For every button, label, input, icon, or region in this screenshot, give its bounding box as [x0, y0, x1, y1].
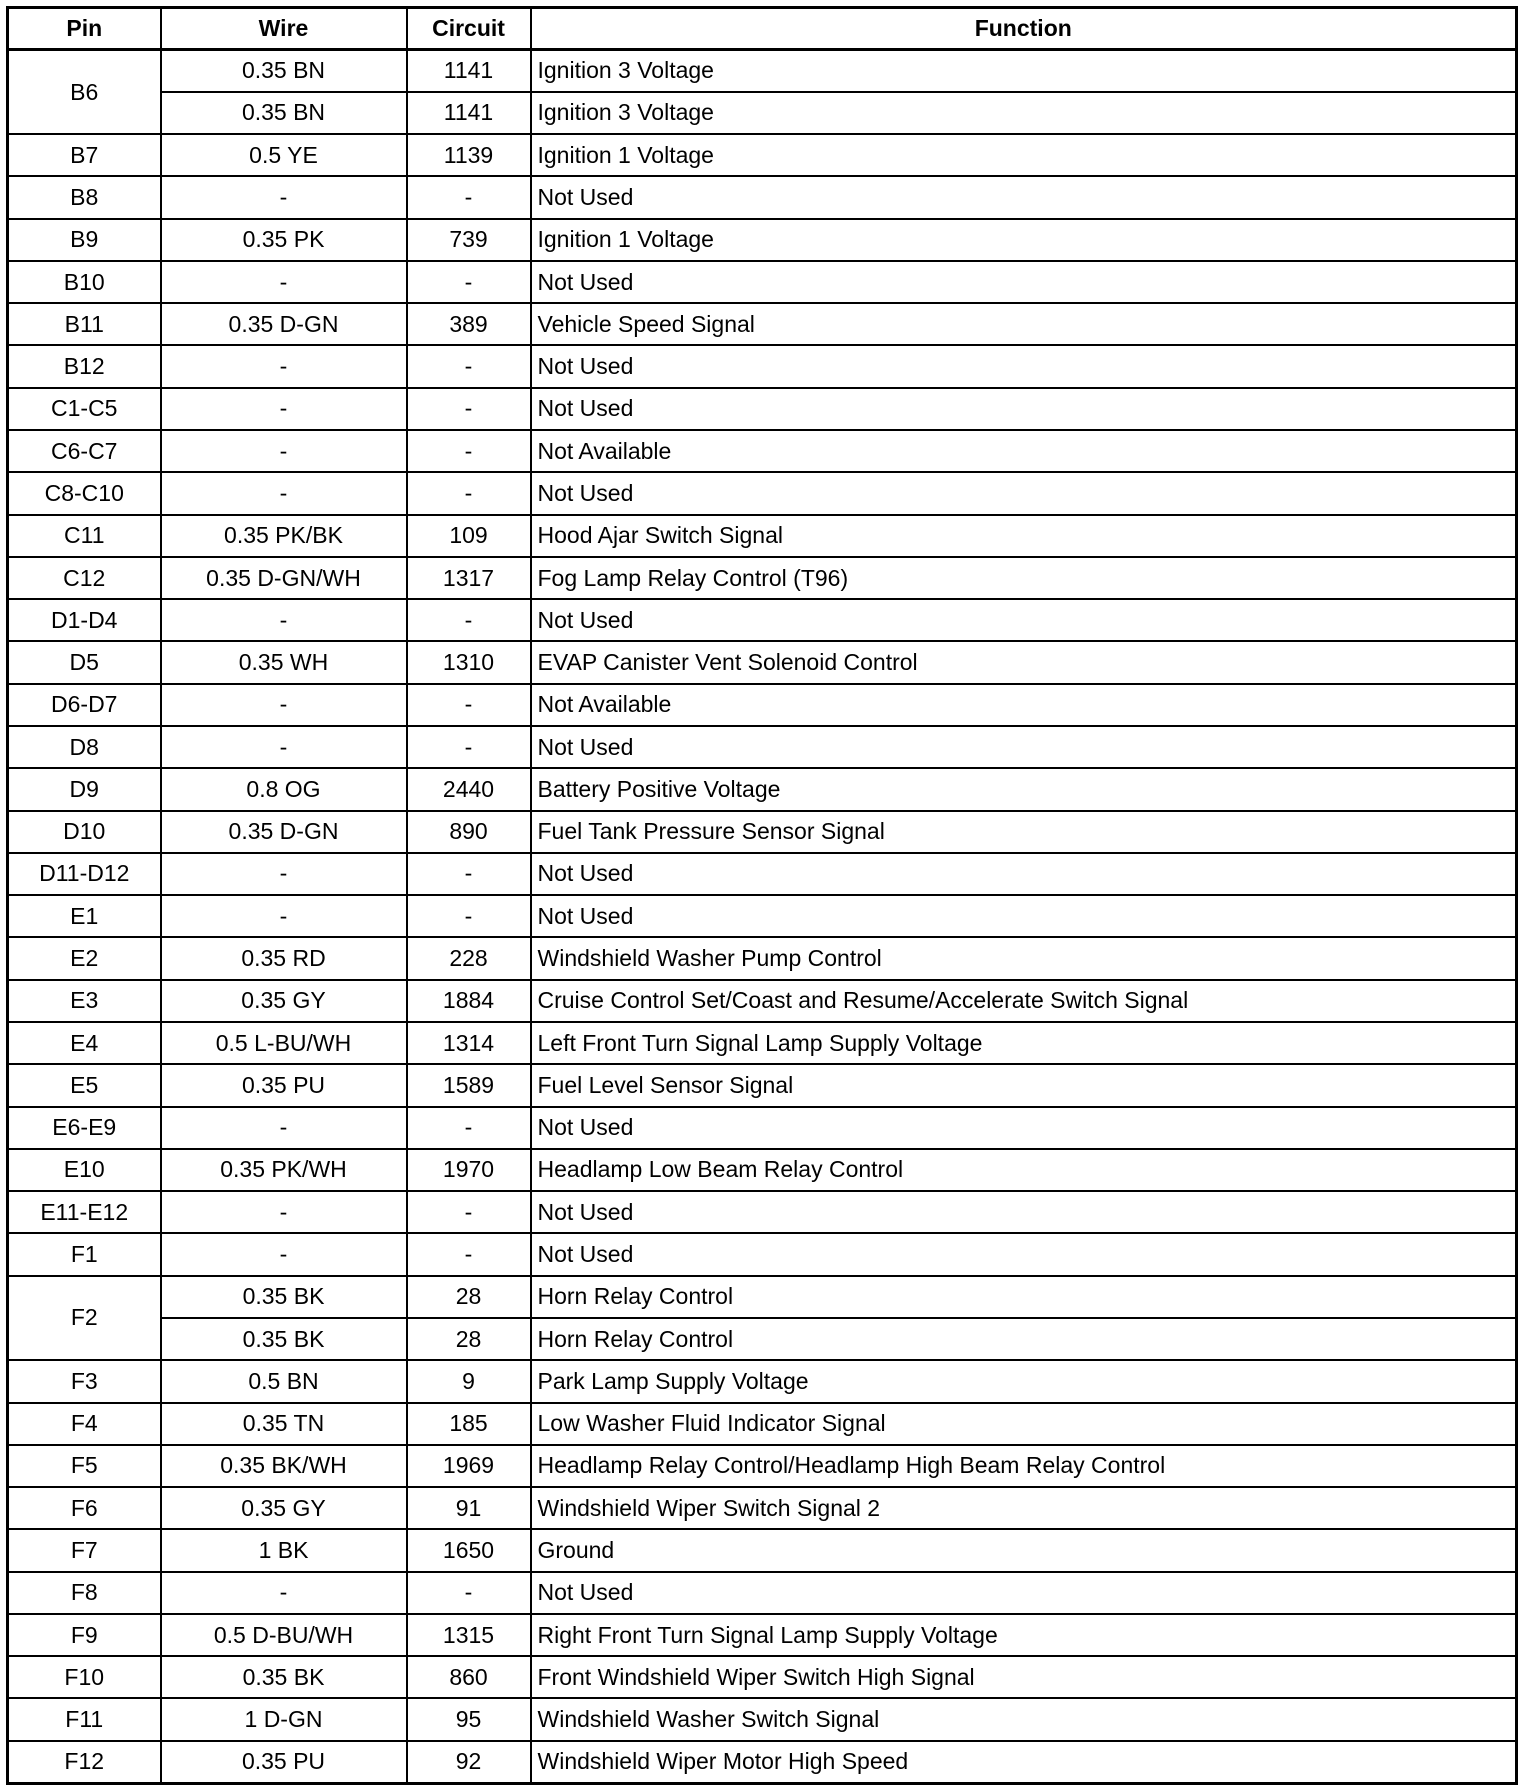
function-cell: Not Used [531, 1233, 1517, 1275]
circuit-cell: 228 [407, 937, 531, 979]
circuit-cell: 92 [407, 1741, 531, 1784]
wire-cell: - [161, 1107, 407, 1149]
pin-cell: B10 [8, 261, 161, 303]
function-cell: Right Front Turn Signal Lamp Supply Voltage [531, 1614, 1517, 1656]
pin-cell: E6-E9 [8, 1107, 161, 1149]
wire-cell: 0.35 D-GN [161, 303, 407, 345]
function-cell: Horn Relay Control [531, 1276, 1517, 1318]
function-cell: Fog Lamp Relay Control (T96) [531, 557, 1517, 599]
circuit-cell: 739 [407, 219, 531, 261]
wire-cell: 0.35 BN [161, 50, 407, 92]
pin-cell: F6 [8, 1487, 161, 1529]
circuit-cell: - [407, 176, 531, 218]
wire-cell: 0.35 PU [161, 1064, 407, 1106]
table-row [8, 345, 1517, 387]
wire-cell: - [161, 1191, 407, 1233]
table-row [8, 937, 1517, 979]
circuit-cell: 1314 [407, 1022, 531, 1064]
table-row [8, 1656, 1517, 1698]
header-circuit: Circuit [407, 8, 531, 50]
circuit-cell: - [407, 684, 531, 726]
pin-cell: F2 [8, 1276, 161, 1361]
pin-cell: D11-D12 [8, 853, 161, 895]
circuit-cell: 1884 [407, 980, 531, 1022]
function-cell: Ignition 3 Voltage [531, 50, 1517, 92]
pin-cell: B12 [8, 345, 161, 387]
table-row [8, 1614, 1517, 1656]
wire-cell: - [161, 684, 407, 726]
pin-cell: E5 [8, 1064, 161, 1106]
table-row [8, 811, 1517, 853]
wire-cell: 1 D-GN [161, 1698, 407, 1740]
wire-cell: 0.35 RD [161, 937, 407, 979]
circuit-cell: - [407, 1107, 531, 1149]
function-cell: Not Used [531, 726, 1517, 768]
pinout-table-container [6, 6, 1515, 1785]
header-row [8, 8, 1517, 50]
circuit-cell: - [407, 472, 531, 514]
function-cell: Front Windshield Wiper Switch High Signal [531, 1656, 1517, 1698]
pin-cell: C6-C7 [8, 430, 161, 472]
circuit-cell: 1317 [407, 557, 531, 599]
pin-cell: F8 [8, 1572, 161, 1614]
header-pin: Pin [8, 8, 161, 50]
wire-cell: - [161, 261, 407, 303]
table-row [8, 853, 1517, 895]
wire-cell: - [161, 472, 407, 514]
function-cell: Windshield Washer Switch Signal [531, 1698, 1517, 1740]
table-row [8, 1445, 1517, 1487]
pin-cell: C11 [8, 515, 161, 557]
table-row [8, 1698, 1517, 1740]
function-cell: Vehicle Speed Signal [531, 303, 1517, 345]
function-cell: Horn Relay Control [531, 1318, 1517, 1360]
table-row [8, 219, 1517, 261]
function-cell: Ignition 3 Voltage [531, 92, 1517, 134]
circuit-cell: 1650 [407, 1529, 531, 1571]
circuit-cell: - [407, 599, 531, 641]
wire-cell: 0.35 D-GN/WH [161, 557, 407, 599]
wire-cell: 0.35 BN [161, 92, 407, 134]
table-row [8, 1318, 1517, 1360]
table-row [8, 92, 1517, 134]
header-function: Function [531, 8, 1517, 50]
wire-cell: 0.5 L-BU/WH [161, 1022, 407, 1064]
connector-pinout-table [6, 6, 1518, 1785]
table-row [8, 176, 1517, 218]
pin-cell: D9 [8, 768, 161, 810]
function-cell: Not Used [531, 1107, 1517, 1149]
circuit-cell: 2440 [407, 768, 531, 810]
wire-cell: 0.35 WH [161, 641, 407, 683]
function-cell: Headlamp Low Beam Relay Control [531, 1149, 1517, 1191]
circuit-cell: - [407, 1233, 531, 1275]
table-row [8, 684, 1517, 726]
pin-cell: F4 [8, 1403, 161, 1445]
circuit-cell: 95 [407, 1698, 531, 1740]
wire-cell: - [161, 388, 407, 430]
circuit-cell: - [407, 1191, 531, 1233]
circuit-cell: 9 [407, 1360, 531, 1402]
wire-cell: 0.35 TN [161, 1403, 407, 1445]
pin-cell: B8 [8, 176, 161, 218]
table-row [8, 261, 1517, 303]
table-row [8, 557, 1517, 599]
wire-cell: 0.35 BK [161, 1276, 407, 1318]
circuit-cell: 1969 [407, 1445, 531, 1487]
wire-cell: - [161, 1233, 407, 1275]
pin-cell: F12 [8, 1741, 161, 1784]
pin-cell: B9 [8, 219, 161, 261]
wire-cell: 0.35 PK [161, 219, 407, 261]
pin-cell: F10 [8, 1656, 161, 1698]
pin-cell: E1 [8, 895, 161, 937]
table-row [8, 472, 1517, 514]
pin-cell: F9 [8, 1614, 161, 1656]
header-wire: Wire [161, 8, 407, 50]
circuit-cell: 1141 [407, 92, 531, 134]
function-cell: Not Used [531, 176, 1517, 218]
table-row [8, 768, 1517, 810]
pin-cell: E2 [8, 937, 161, 979]
circuit-cell: - [407, 430, 531, 472]
wire-cell: 0.35 PU [161, 1741, 407, 1784]
table-row [8, 1064, 1517, 1106]
circuit-cell: - [407, 261, 531, 303]
function-cell: Hood Ajar Switch Signal [531, 515, 1517, 557]
wire-cell: 1 BK [161, 1529, 407, 1571]
table-row [8, 1487, 1517, 1529]
pin-cell: E11-E12 [8, 1191, 161, 1233]
wire-cell: 0.35 GY [161, 980, 407, 1022]
table-body [8, 50, 1517, 1784]
function-cell: Not Used [531, 1572, 1517, 1614]
wire-cell: 0.35 PK/BK [161, 515, 407, 557]
wire-cell: - [161, 599, 407, 641]
function-cell: Not Used [531, 345, 1517, 387]
function-cell: Ignition 1 Voltage [531, 219, 1517, 261]
pin-cell: F11 [8, 1698, 161, 1740]
function-cell: EVAP Canister Vent Solenoid Control [531, 641, 1517, 683]
circuit-cell: 1141 [407, 50, 531, 92]
pin-cell: D8 [8, 726, 161, 768]
table-row [8, 134, 1517, 176]
pin-cell: C8-C10 [8, 472, 161, 514]
table-row [8, 895, 1517, 937]
table-header [8, 8, 1517, 50]
wire-cell: - [161, 345, 407, 387]
pin-cell: F3 [8, 1360, 161, 1402]
table-row [8, 1529, 1517, 1571]
table-row [8, 50, 1517, 92]
circuit-cell: 1315 [407, 1614, 531, 1656]
wire-cell: - [161, 1572, 407, 1614]
table-row [8, 1572, 1517, 1614]
circuit-cell: 1970 [407, 1149, 531, 1191]
pin-cell: F5 [8, 1445, 161, 1487]
function-cell: Battery Positive Voltage [531, 768, 1517, 810]
circuit-cell: 1310 [407, 641, 531, 683]
wire-cell: 0.5 BN [161, 1360, 407, 1402]
table-row [8, 980, 1517, 1022]
wire-cell: 0.8 OG [161, 768, 407, 810]
table-row [8, 430, 1517, 472]
table-row [8, 1360, 1517, 1402]
table-row [8, 388, 1517, 430]
pin-cell: D5 [8, 641, 161, 683]
function-cell: Not Used [531, 895, 1517, 937]
table-row [8, 599, 1517, 641]
function-cell: Cruise Control Set/Coast and Resume/Accelerate Switch Signal [531, 980, 1517, 1022]
wire-cell: - [161, 853, 407, 895]
pin-cell: F7 [8, 1529, 161, 1571]
pin-cell: D10 [8, 811, 161, 853]
function-cell: Windshield Wiper Motor High Speed [531, 1741, 1517, 1784]
table-row [8, 1191, 1517, 1233]
wire-cell: 0.35 PK/WH [161, 1149, 407, 1191]
function-cell: Left Front Turn Signal Lamp Supply Voltage [531, 1022, 1517, 1064]
circuit-cell: 109 [407, 515, 531, 557]
function-cell: Windshield Wiper Switch Signal 2 [531, 1487, 1517, 1529]
function-cell: Low Washer Fluid Indicator Signal [531, 1403, 1517, 1445]
pin-cell: D1-D4 [8, 599, 161, 641]
function-cell: Windshield Washer Pump Control [531, 937, 1517, 979]
table-row [8, 1149, 1517, 1191]
pin-cell: C12 [8, 557, 161, 599]
circuit-cell: 28 [407, 1276, 531, 1318]
function-cell: Ground [531, 1529, 1517, 1571]
pin-cell: B11 [8, 303, 161, 345]
wire-cell: - [161, 895, 407, 937]
circuit-cell: 1139 [407, 134, 531, 176]
function-cell: Fuel Level Sensor Signal [531, 1064, 1517, 1106]
pin-cell: B7 [8, 134, 161, 176]
pin-cell: E10 [8, 1149, 161, 1191]
function-cell: Not Available [531, 430, 1517, 472]
table-row [8, 1741, 1517, 1784]
pin-cell: F1 [8, 1233, 161, 1275]
pin-cell: B6 [8, 50, 161, 135]
circuit-cell: 860 [407, 1656, 531, 1698]
circuit-cell: 1589 [407, 1064, 531, 1106]
circuit-cell: 890 [407, 811, 531, 853]
circuit-cell: - [407, 895, 531, 937]
wire-cell: 0.35 GY [161, 1487, 407, 1529]
table-row [8, 641, 1517, 683]
pin-cell: C1-C5 [8, 388, 161, 430]
table-row [8, 1276, 1517, 1318]
function-cell: Not Used [531, 853, 1517, 895]
wire-cell: 0.35 BK/WH [161, 1445, 407, 1487]
function-cell: Not Used [531, 261, 1517, 303]
wire-cell: 0.35 BK [161, 1318, 407, 1360]
circuit-cell: - [407, 853, 531, 895]
wire-cell: 0.5 D-BU/WH [161, 1614, 407, 1656]
pin-cell: E3 [8, 980, 161, 1022]
table-row [8, 1403, 1517, 1445]
table-row [8, 726, 1517, 768]
circuit-cell: 185 [407, 1403, 531, 1445]
function-cell: Ignition 1 Voltage [531, 134, 1517, 176]
table-row [8, 303, 1517, 345]
table-row [8, 1107, 1517, 1149]
function-cell: Headlamp Relay Control/Headlamp High Beam Relay Control [531, 1445, 1517, 1487]
circuit-cell: 28 [407, 1318, 531, 1360]
function-cell: Not Used [531, 388, 1517, 430]
wire-cell: 0.35 D-GN [161, 811, 407, 853]
function-cell: Fuel Tank Pressure Sensor Signal [531, 811, 1517, 853]
function-cell: Not Used [531, 472, 1517, 514]
function-cell: Park Lamp Supply Voltage [531, 1360, 1517, 1402]
table-row [8, 1022, 1517, 1064]
wire-cell: 0.35 BK [161, 1656, 407, 1698]
circuit-cell: 91 [407, 1487, 531, 1529]
wire-cell: 0.5 YE [161, 134, 407, 176]
function-cell: Not Available [531, 684, 1517, 726]
circuit-cell: 389 [407, 303, 531, 345]
pin-cell: D6-D7 [8, 684, 161, 726]
circuit-cell: - [407, 1572, 531, 1614]
circuit-cell: - [407, 726, 531, 768]
table-row [8, 1233, 1517, 1275]
table-row [8, 515, 1517, 557]
wire-cell: - [161, 726, 407, 768]
circuit-cell: - [407, 388, 531, 430]
function-cell: Not Used [531, 599, 1517, 641]
pin-cell: E4 [8, 1022, 161, 1064]
wire-cell: - [161, 430, 407, 472]
circuit-cell: - [407, 345, 531, 387]
function-cell: Not Used [531, 1191, 1517, 1233]
wire-cell: - [161, 176, 407, 218]
